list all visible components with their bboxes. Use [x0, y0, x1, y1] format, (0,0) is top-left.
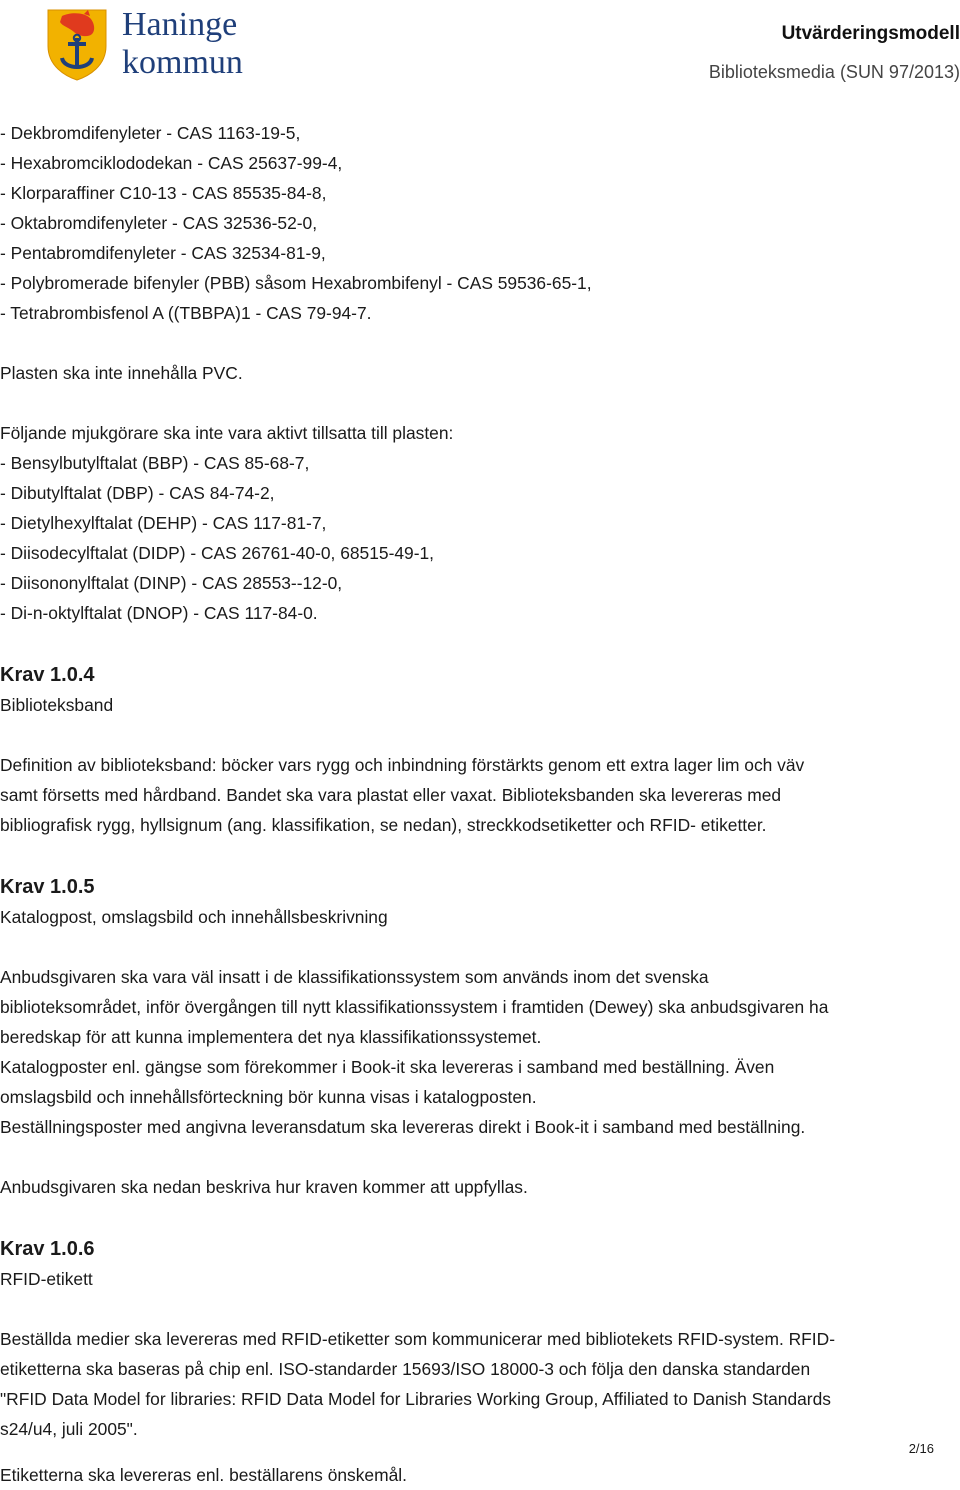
pvc-statement: Plasten ska inte innehålla PVC.: [0, 363, 243, 383]
requirement-1-0-6: [0, 1234, 960, 1444]
list-item: - Oktabromdifenyleter - CAS 32536-52-0,: [0, 213, 318, 233]
footer-line: Etiketterna ska levereras enl. beställarens önskemål.: [0, 1465, 407, 1485]
list-item: - Polybromerade bifenyler (PBB) såsom Hexabrombifenyl - CAS 59536-65-1,: [0, 273, 592, 293]
paragraph-line: "RFID Data Model for libraries: RFID Data Model for Libraries Working Group, Affiliated to Danish Standards: [0, 1389, 831, 1409]
list-item: - Bensylbutylftalat (BBP) - CAS 85-68-7,: [0, 453, 310, 473]
haninge-logo: [44, 4, 284, 84]
document-subtitle: Biblioteksmedia (SUN 97/2013): [708, 62, 960, 82]
paragraph-line: Katalogposter enl. gängse som förekommer i Book-it ska levereras i samband med beställning. Även: [0, 1057, 775, 1077]
paragraph-line: Beställda medier ska levereras med RFID-etiketter som kommunicerar med bibliotekets RFID-system. RFID-: [0, 1329, 835, 1349]
document-title: Utvärderingsmodell: [781, 23, 960, 44]
paragraph-line: samt försetts med hårdband. Bandet ska vara plastat eller vaxat. Biblioteksbanden ska levereras med: [0, 785, 782, 805]
softener-intro: Följande mjukgörare ska inte vara aktivt tillsatta till plasten:: [0, 423, 454, 443]
document-body: [0, 118, 960, 1444]
list-item: - Diisononylftalat (DINP) - CAS 28553--12-0,: [0, 573, 343, 593]
requirement-heading: Krav 1.0.4: [0, 664, 95, 686]
requirement-subtitle: Biblioteksband: [0, 695, 114, 715]
requirement-subtitle: RFID-etikett: [0, 1269, 93, 1289]
requirement-heading: Krav 1.0.5: [0, 876, 95, 898]
list-item: - Tetrabrombisfenol A ((TBBPA)1 - CAS 79-94-7.: [0, 303, 372, 323]
requirement-heading: Krav 1.0.6: [0, 1238, 95, 1260]
logo-text-line2: kommun: [122, 44, 243, 81]
list-item: - Di-n-oktylftalat (DNOP) - CAS 117-84-0.: [0, 603, 318, 623]
list-item: - Dibutylftalat (DBP) - CAS 84-74-2,: [0, 483, 275, 503]
paragraph-line: beredskap för att kunna implementera det nya klassifikationssystemet.: [0, 1027, 542, 1047]
logo-text-line1: Haninge: [122, 6, 238, 43]
flame-retardant-list: [0, 118, 960, 328]
coat-of-arms-icon: [44, 6, 110, 82]
requirement-1-0-4: [0, 660, 960, 840]
list-item: - Diisodecylftalat (DIDP) - CAS 26761-40-0, 68515-49-1,: [0, 543, 434, 563]
list-item: - Pentabromdifenyleter - CAS 32534-81-9,: [0, 243, 326, 263]
paragraph-line: etiketterna ska baseras på chip enl. ISO-standarder 15693/ISO 18000-3 och följa den danska standarden: [0, 1359, 811, 1379]
paragraph-line: biblioteksområdet, inför övergången till nytt klassifikationssystem i framtiden (Dewey) ska anbudsgivaren ha: [0, 997, 829, 1017]
paragraph-line: s24/u4, juli 2005".: [0, 1419, 138, 1439]
paragraph-line: Beställningsposter med angivna leveransdatum ska levereras direkt i Book-it i samband med beställning.: [0, 1117, 806, 1137]
closing-line: Anbudsgivaren ska nedan beskriva hur kraven kommer att uppfyllas.: [0, 1177, 528, 1197]
paragraph-line: Anbudsgivaren ska vara väl insatt i de klassifikationssystem som används inom det svenska: [0, 967, 709, 987]
requirement-1-0-5: [0, 872, 960, 1202]
list-item: - Hexabromciklododekan - CAS 25637-99-4,: [0, 153, 343, 173]
list-item: - Klorparaffiner C10-13 - CAS 85535-84-8,: [0, 183, 327, 203]
paragraph-line: Definition av biblioteksband: böcker vars rygg och inbindning förstärkts genom ett extra lager lim och väv: [0, 755, 805, 775]
paragraph-line: bibliografisk rygg, hyllsignum (ang. klassifikation, se nedan), streckkodsetiketter och RFID- etiketter.: [0, 815, 767, 835]
paragraph-line: omslagsbild och innehållsförteckning bör kunna visas i katalogposten.: [0, 1087, 537, 1107]
list-item: - Dekbromdifenyleter - CAS 1163-19-5,: [0, 123, 301, 143]
page-number: 2/16: [908, 1441, 934, 1456]
requirement-subtitle: Katalogpost, omslagsbild och innehållsbeskrivning: [0, 907, 388, 927]
list-item: - Dietylhexylftalat (DEHP) - CAS 117-81-7,: [0, 513, 327, 533]
softener-list: [0, 448, 960, 628]
